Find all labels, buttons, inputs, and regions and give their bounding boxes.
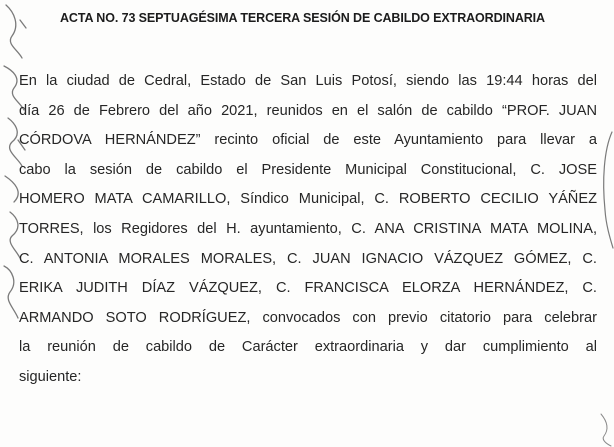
- body-line: la reunión de cabildo de Carácter extraordinaria y dar cumplimiento al: [19, 339, 597, 356]
- body-line: CÓRDOVA HERNÁNDEZ” recinto oficial de este Ayuntamiento para llevar a: [19, 132, 597, 149]
- document-body: [19, 67, 597, 393]
- body-line: cabo la sesión de cabildo el Presidente Municipal Constitucional, C. JOSE: [19, 161, 597, 178]
- body-line: día 26 de Febrero del año 2021, reunidos en el salón de cabildo “PROF. JUAN: [19, 102, 597, 119]
- margin-signature-mark: [596, 130, 614, 250]
- body-line: C. ANTONIA MORALES MORALES, C. JUAN IGNACIO VÁZQUEZ GÓMEZ, C.: [19, 250, 597, 267]
- body-line: ARMANDO SOTO RODRÍGUEZ, convocados con previo citatorio para celebrar: [19, 309, 597, 326]
- document-title: ACTA NO. 73 SEPTUAGÉSIMA TERCERA SESIÓN DE CABILDO EXTRAORDINARIA: [60, 11, 545, 25]
- body-line: HOMERO MATA CAMARILLO, Síndico Municipal, C. ROBERTO CECILIO YÁÑEZ: [19, 191, 597, 208]
- body-line: En la ciudad de Cedral, Estado de San Luis Potosí, siendo las 19:44 horas del: [19, 73, 597, 89]
- body-line: siguiente:: [19, 368, 82, 385]
- corner-ink-mark: [598, 410, 614, 447]
- body-line: ERIKA JUDITH DÍAZ VÁZQUEZ, C. FRANCISCA ELORZA HERNÁNDEZ, C.: [19, 280, 597, 297]
- body-line: TORRES, los Regidores del H. ayuntamiento, C. ANA CRISTINA MATA MOLINA,: [19, 220, 597, 237]
